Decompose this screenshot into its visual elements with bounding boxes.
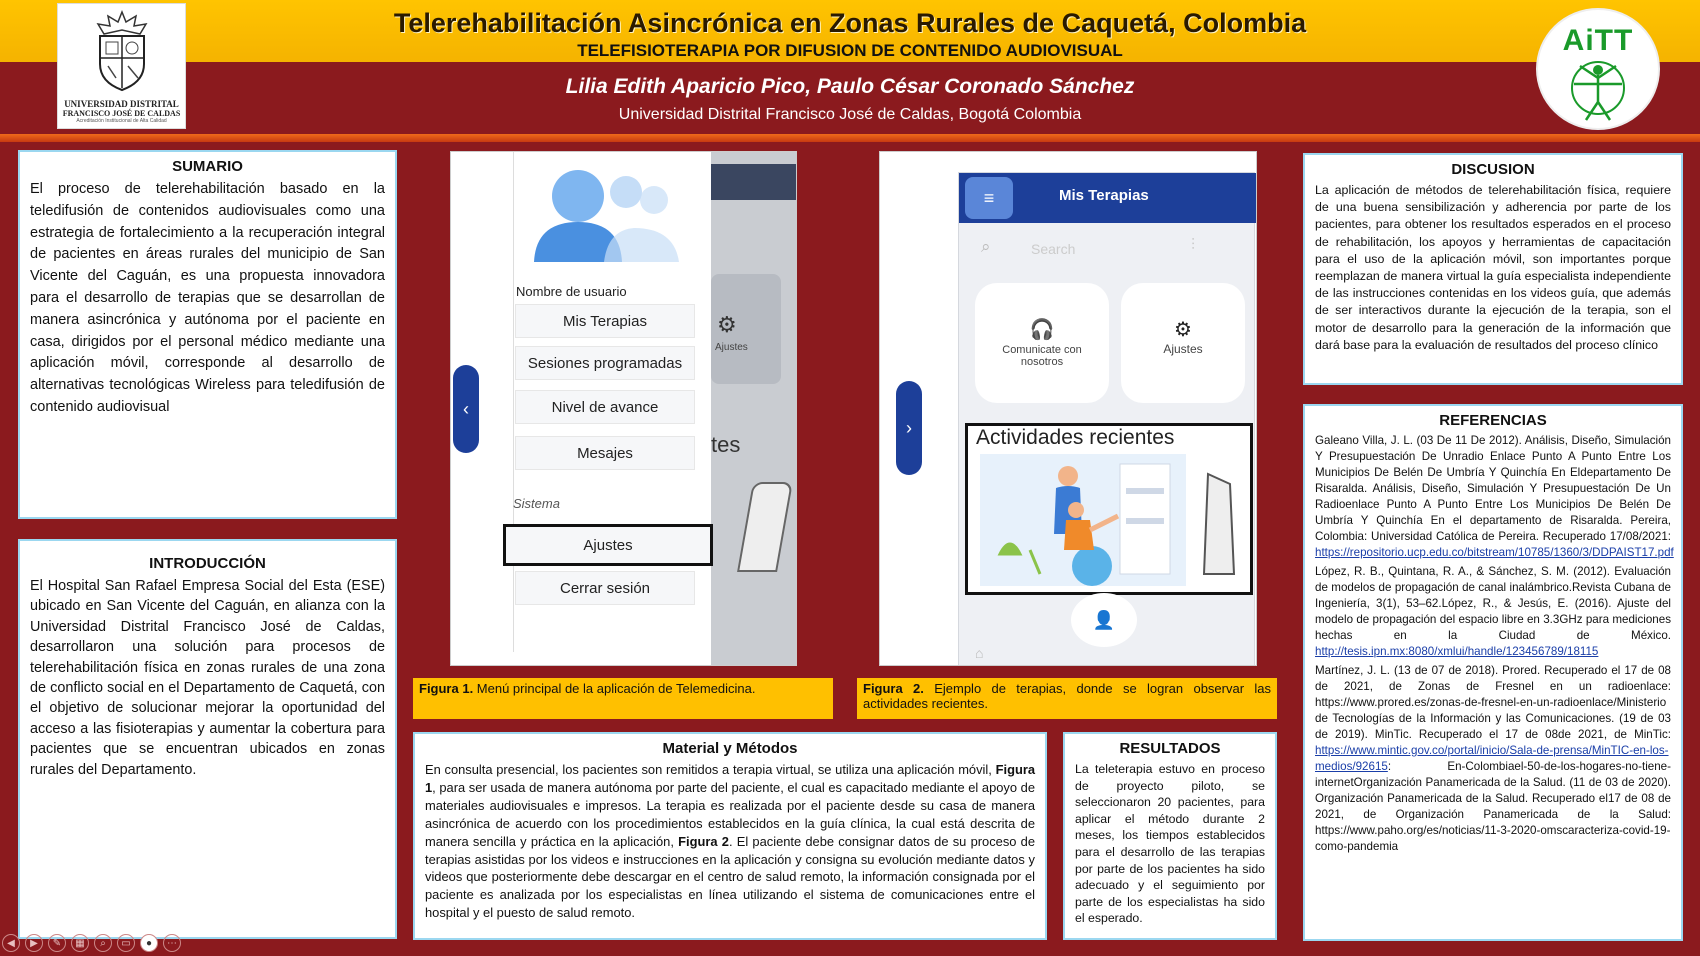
material-text — [425, 761, 1035, 922]
fig2-app-title: Mis Terapias — [1059, 187, 1149, 204]
figure2-caption-text: Ejemplo de terapias, donde se logran observar las actividades recientes. — [863, 681, 1271, 711]
figure1-caption-text: Menú principal de la aplicación de Telemedicina. — [473, 681, 756, 696]
figure2-caption-label: Figura 2. — [863, 681, 924, 696]
headphones-icon: 🎧 — [1029, 319, 1055, 341]
slideshow-toolbar — [2, 934, 181, 954]
discusion-box — [1303, 153, 1683, 385]
reference-2-text: López, R. B., Quintana, R. A., & Sánchez, S. M. (2012). Evaluación de modelos de propagación de canal inalámbrico.Revista Cubana de Ingeniería, 3(1), 53–62.López, R., & Jesús, E. (2016). Ajuste del modelo de propagación del espacio libre en 3.3GHz para mediciones hechas en la Ciudad de México. — [1315, 565, 1671, 642]
menu-section-sistema: Sistema — [513, 496, 560, 511]
menu-cerrar-sesion[interactable]: Cerrar sesión — [515, 571, 695, 605]
vitruvian-figure-icon — [1538, 58, 1658, 128]
reference-1-text: Galeano Villa, J. L. (03 De 11 De 2012). Análisis, Diseño, Simulación Y Presupuestación De Unradio Enlace Punto A Punto Entre Los Municipios De Belén De Umbría Y Quinchía En Eldepartamento De Risaralda. Análisis, Diseño, Simulación Y Presupuestación De Un Radioenlace Punto A Punto Entre Los Municipios De Belén De Umbría Y Quinchía En el departamento de Risaralda. Pereira, Colombia: Universidad Católica de Pereira. Recuperado 17/08/2021: — [1315, 434, 1671, 543]
slides-grid-icon[interactable]: ▦ — [71, 934, 89, 952]
introduccion-heading: INTRODUCCIÓN — [149, 555, 266, 572]
prev-slide-icon[interactable]: ◀ — [2, 934, 20, 952]
resultados-box — [1063, 732, 1277, 940]
reference-2-link[interactable]: http://tesis.ipn.mx:8080/xmlui/handle/123456789/18115 — [1315, 645, 1599, 658]
resultados-text: La teleterapia estuvo en proceso de proyecto piloto, se seleccionaron 20 pacientes, para aplicar el método durante 2 meses, los tiempos establecidos para el desarrollo de las terapias por parte de los pacientes ha sido adecuado y el seguimiento por parte de los especialistas ha sido el esperado. — [1075, 762, 1265, 926]
figure1-screenshot — [450, 151, 797, 666]
fig1-bg-settings: Ajustes — [715, 342, 748, 353]
material-fig1-ref: Figura 1 — [425, 762, 1035, 795]
subtitles-icon[interactable]: ▭ — [117, 934, 135, 952]
zoom-icon[interactable]: ⌕ — [94, 934, 112, 952]
chip-settings-icon: ⚙ — [1174, 319, 1192, 341]
therapy-illustration-icon — [980, 454, 1240, 586]
username-label: Nombre de usuario — [516, 284, 627, 299]
chevron-right-icon: › — [906, 417, 912, 438]
sumario-text: El proceso de telerehabilitación basado en la teledifusión de contenidos audiovisuales como una estrategia de fortalecimiento a la recuperación integral de pacientes en áreas rurales del municipio de San Vicente del Caguán, es una propuesta innovadora para el desarrollo de terapias que se desarrollan de manera asincrónica y autónoma por el paciente en casa, dirigidos por el personal médico mediante una aplicación móvil, corresponde al desarrollo de alternativas tecnológicas Wireless para teledifusión de contenido audiovisual — [30, 181, 385, 415]
more-options-icon[interactable]: ⋯ — [163, 934, 181, 952]
fig1-bg-partial: tes — [711, 432, 741, 457]
reference-3 — [1315, 663, 1671, 855]
fig2-card-ajustes[interactable] — [1121, 283, 1245, 403]
introduccion-text: El Hospital San Rafael Empresa Social del Esta (ESE) ubicado en San Vicente del Caguán, en alianza con la Universidad Distrital Francisco José de Caldas, desarrollaron una solución para procesos de telerehabilitación física en zonas rurales de una zona de conflicto social en el Departamento de Caquetá, con el objetivo de solucionar mejorar la oportunidad del acceso a las fisioterapias y aumentar la cobertura para pacientes que se encuentran ubicados en zonas rurales del Departamento. — [30, 578, 385, 778]
sumario-box — [18, 150, 397, 519]
fig2-card1-label: Comunicate con nosotros — [1002, 344, 1082, 368]
reference-4-text: : En-Colombiael-50-de-los-hogares-no-tiene-internetOrganización Panamericada de la Salud. (11 de 03 de 2020). Organización Panamericada de la Salud. Recuperado el17 de 08 de 2021, de Organización Panamericada de la Salud: https://www.paho.org/es/noticias/11-3-2020-omscaracteriza-covid-19-como-pandemia — [1315, 760, 1671, 853]
university-crest-icon — [82, 8, 162, 94]
menu-sesiones-programadas[interactable]: Sesiones programadas — [515, 346, 695, 380]
figure1-caption-label: Figura 1. — [419, 681, 474, 696]
fig2-appbar — [959, 173, 1256, 223]
affiliation: Universidad Distrital Francisco José de Caldas, Bogotá Colombia — [618, 106, 1082, 123]
menu-nivel-de-avance[interactable]: Nivel de avance — [515, 390, 695, 424]
material-text-p1: En consulta presencial, los pacientes son remitidos a terapia virtual, se utiliza una aplicación móvil, — [425, 762, 996, 777]
material-box — [413, 732, 1047, 940]
chevron-left-icon: ‹ — [463, 398, 469, 419]
camera-icon[interactable]: ● — [140, 934, 158, 952]
referencias-heading: REFERENCIAS — [1439, 412, 1547, 429]
logo-line1: UNIVERSIDAD DISTRITAL — [64, 99, 179, 109]
user-profile-icon[interactable]: 👤 — [1071, 593, 1137, 647]
fig2-card2-label: Ajustes — [1163, 342, 1203, 356]
filter-icon: ⫶ — [1191, 237, 1196, 254]
referencias-box — [1303, 404, 1683, 941]
university-logo — [57, 3, 186, 129]
menu-mis-terapias[interactable]: Mis Terapias — [515, 304, 695, 338]
reference-1-link[interactable]: https://repositorio.ucp.edu.co/bitstream/10785/1360/3/DDPAIST17.pdf — [1315, 546, 1674, 559]
material-text-p2: , para ser usada de manera autónoma por parte del paciente, el cual es capacitado mediante el apoyo de materiales audiovisuales e impresos. La terapia es realizada por el paciente desde su casa de manera asincrónica de acuerdo con los procedimientos establecidos en la guía clínica, la cual está descrita de manera sencilla y práctica en la aplicación, — [425, 779, 1035, 849]
reference-1 — [1315, 433, 1674, 561]
fig2-card-comunicate[interactable] — [975, 283, 1109, 403]
aitt-logo-text: AiTT — [1562, 24, 1634, 57]
discusion-heading: DISCUSION — [1451, 161, 1535, 178]
menu-mesajes[interactable]: Mesajes — [515, 436, 695, 470]
poster-subtitle: TELEFISIOTERAPIA POR DIFUSION DE CONTENIDO AUDIOVISUAL — [577, 41, 1123, 60]
hamburger-menu-icon[interactable]: ≡ — [965, 177, 1013, 219]
figure2-next-button[interactable] — [896, 381, 922, 475]
figure1-prev-button[interactable] — [453, 365, 479, 453]
fig2-search-placeholder[interactable]: Search — [1031, 241, 1076, 257]
sumario-heading: SUMARIO — [172, 158, 243, 175]
figure2-screenshot — [879, 151, 1257, 666]
discusion-text: La aplicación de métodos de telerehabilitación física, requiere de una buena sensibilización y adherencia por parte de los pacientes, para obtener los resultados esperados en el proceso de rehabilitación, los apoyos y herramientas de capacitación para el uso de la aplicación móvil, son importantes porque reemplazan de manera virtual la guía especialista independiente de las instrucciones contenidas en los videos guía, que además de ser interactivos durante la ejecución de la terapia, son el motor de desarrollo para la generación de la información que dará base para la evaluación de resultados del proceso clínico — [1315, 183, 1671, 352]
material-fig2-ref: Figura 2 — [678, 833, 729, 849]
introduccion-box — [18, 539, 397, 939]
fig1-bg-gear-icon: ⚙ — [717, 312, 737, 337]
home-icon[interactable]: ⌂ — [975, 645, 984, 661]
user-avatar-icon — [524, 152, 684, 272]
material-text-p3: . El paciente debe consignar datos de su proceso de terapias asistidas por los videos e instrucciones en la aplicación y consigna su evolución mediante datos y videos que posteriormente debe descargar en el centro de salud remoto, la información consignada por el paciente es analizada por los especialistas en línea utilizando el sistema de comunicaciones entre el hospital y el puesto de salud remoto. — [425, 833, 1035, 921]
poster-title: Telerehabilitación Asincrónica en Zonas Rurales de Caquetá, Colombia — [393, 8, 1307, 38]
header-orange-strip — [0, 134, 1700, 142]
fig2-recent-title: Actividades recientes — [976, 426, 1175, 449]
logo-line3: Acreditación Institucional de Alta Calidad — [76, 118, 167, 124]
logo-line2: FRANCISCO JOSÉ DE CALDAS — [62, 109, 181, 118]
reference-2 — [1315, 564, 1671, 660]
fig2-recent-box — [965, 423, 1253, 595]
reference-3-link[interactable]: https://www.mintic.gov.co/portal/inicio/Sala-de-prensa/MinTIC-en-los-medios/92615 — [1315, 744, 1669, 773]
next-slide-icon[interactable]: ▶ — [25, 934, 43, 952]
menu-ajustes[interactable]: Ajustes — [503, 524, 713, 566]
pen-icon[interactable]: ✎ — [48, 934, 66, 952]
aitt-logo — [1536, 8, 1660, 130]
resultados-heading: RESULTADOS — [1119, 740, 1221, 757]
material-heading: Material y Métodos — [662, 740, 798, 757]
fig1-bg-app — [711, 152, 797, 666]
figure1-caption — [413, 678, 833, 719]
fig2-app — [958, 172, 1255, 666]
authors: Lilia Edith Aparicio Pico, Paulo César Coronado Sánchez — [565, 75, 1135, 98]
search-icon: ⌕ — [981, 237, 991, 256]
reference-3-text: Martínez, J. L. (13 de 07 de 2018). Prored. Recuperado el 17 de 08 de 2021, de Zonas de Fresnel en un radioenlace: https://www.prored.es/zonas-de-fresnel-en-un-radioenlace/Ministerio de Tecnologías de la Información y las Comunicaciones. (19 de 03 de 2019). MinTic. Recuperado el 17 de 08de 2021, de MinTic: — [1315, 664, 1671, 741]
figure2-caption — [857, 678, 1277, 719]
